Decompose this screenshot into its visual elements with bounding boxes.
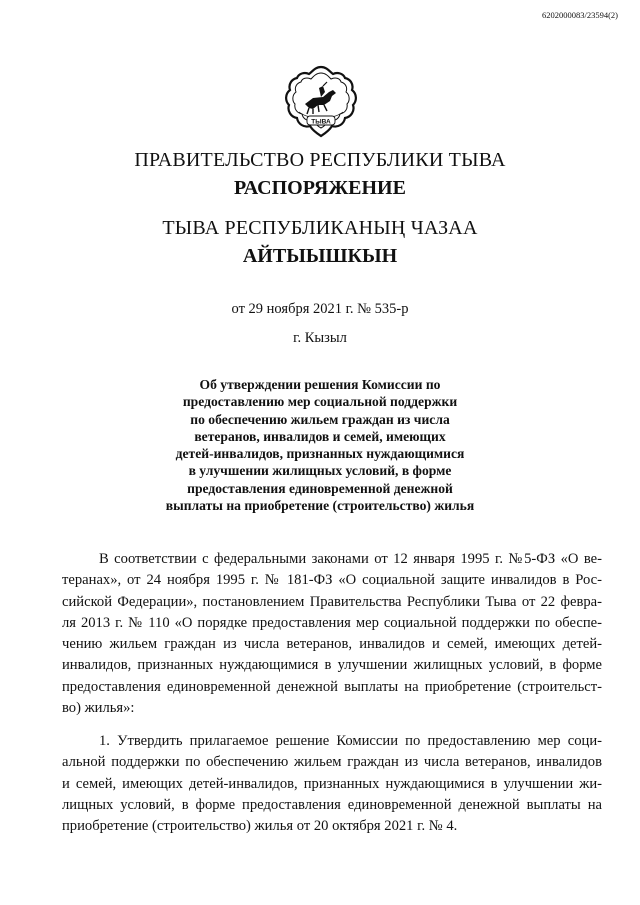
title-line: Об утверждении решения Комиссии по (199, 377, 441, 392)
document-number: 6202000083/23594(2) (541, 10, 618, 20)
paragraph-preamble (62, 549, 602, 719)
title-line: детей-инвалидов, признанных нуждающимися (175, 446, 465, 462)
document-type-tyv: АЙТЫЫШКЫН (242, 245, 398, 267)
paragraph-line: инвалидов, признанных нуждающимися в улучшении жилищных условий, в форме (62, 657, 602, 674)
paragraph-line: во) жилья»: (62, 700, 135, 717)
tuva-coat-of-arms-icon (283, 64, 359, 144)
title-line: по обеспечению жильем граждан из числа (190, 411, 450, 427)
document-date-number: от 29 ноября 2021 г. № 535-р (231, 301, 409, 317)
paragraph-line: и семей, имеющих детей-инвалидов, признанных нуждающимися в улучшении жи- (62, 775, 602, 792)
title-line: выплаты на приобретение (строительство) жилья (165, 498, 475, 514)
document-title (150, 376, 490, 514)
government-name-tyv: ТЫВА РЕСПУБЛИКАНЫҢ ЧАЗАА (162, 217, 478, 239)
title-line: предоставлению мер социальной поддержки (182, 394, 458, 410)
paragraph-item-1 (62, 731, 602, 837)
paragraph-line: чению жильем граждан из числа ветеранов, инвалидов и семей, имеющих детей- (62, 636, 602, 653)
paragraph-line: предоставления единовременной денежной выплаты на приобретение (строительст- (62, 678, 602, 695)
paragraph-line: В соответствии с федеральными законами от 12 января 1995 г. №5-ФЗ «О ве- (99, 551, 602, 567)
paragraph-line: 1. Утвердить прилагаемое решение Комиссии по предоставлению мер соци- (99, 733, 602, 749)
document-type-ru: РАСПОРЯЖЕНИЕ (234, 177, 406, 199)
government-name-ru: ПРАВИТЕЛЬСТВО РЕСПУБЛИКИ ТЫВА (134, 149, 506, 171)
paragraph-line: альной поддержки по обеспечению жильем граждан из числа ветеранов, инвалидов (62, 754, 602, 771)
paragraph-line: ля 2013 г. № 110 «О порядке предоставления мер социальной поддержки по обеспе- (62, 614, 602, 631)
paragraph-line: лищных условий, в форме предоставления единовременной денежной выплаты на (62, 796, 602, 813)
title-line: предоставления единовременной денежной (187, 480, 453, 496)
title-line: в улучшении жилищных условий, в форме (188, 463, 452, 479)
svg-text:ТЫВА: ТЫВА (311, 118, 331, 126)
paragraph-line: теранах», от 24 ноября 1995 г. № 181-ФЗ «О социальной защите инвалидов в Рос- (62, 572, 602, 589)
title-line: ветеранов, инвалидов и семей, имеющих (194, 428, 446, 444)
paragraph-line: приобретение (строительство) жилья от 20 октября 2021 г. № 4. (62, 818, 458, 835)
paragraph-line: сийской Федерации», постановлением Правительства Республики Тыва от 22 февра- (62, 593, 602, 610)
document-city: г. Кызыл (293, 330, 347, 346)
